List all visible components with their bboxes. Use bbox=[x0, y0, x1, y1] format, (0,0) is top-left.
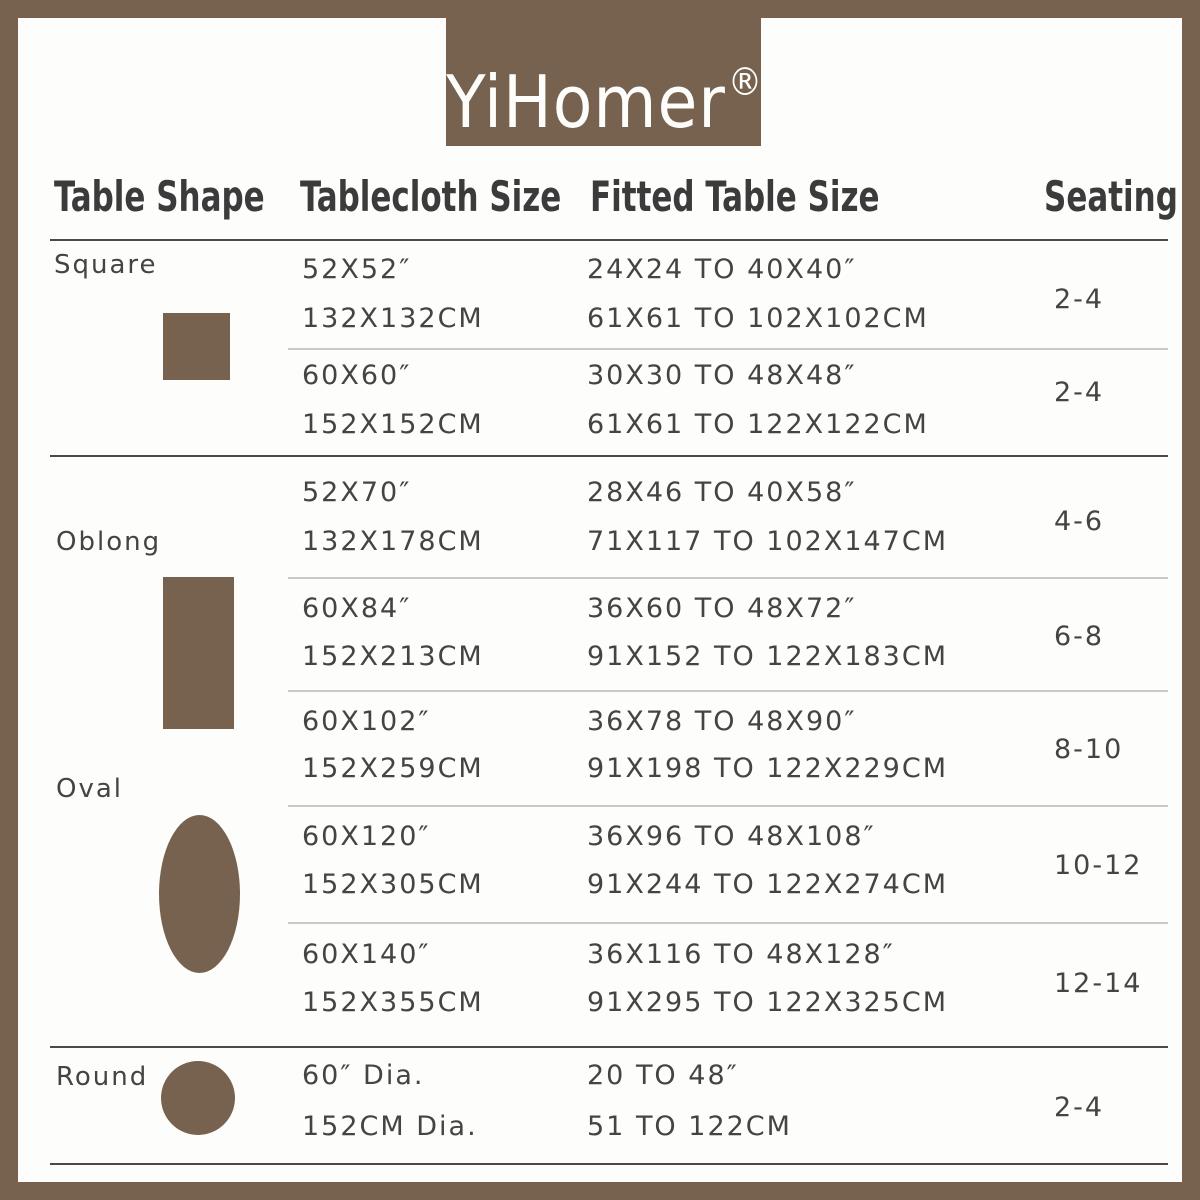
seating-value: 2-4 bbox=[1054, 377, 1105, 408]
brand-logo bbox=[446, 18, 764, 146]
cloth-size-inches: 52X52″ bbox=[302, 254, 412, 285]
row-separator bbox=[288, 922, 1168, 924]
oval-shape-icon bbox=[159, 815, 240, 973]
cloth-size-cm: 152X305CM bbox=[302, 869, 484, 900]
fit-size-inches: 30X30 TO 48X48″ bbox=[587, 360, 857, 391]
fit-size-inches: 36X116 TO 48X128″ bbox=[587, 939, 895, 970]
header-rule bbox=[50, 239, 1168, 241]
seating-value: 2-4 bbox=[1054, 1092, 1105, 1123]
fit-size-cm: 71X117 TO 102X147CM bbox=[587, 526, 949, 557]
row-separator bbox=[288, 348, 1168, 350]
cloth-size-cm: 152X213CM bbox=[302, 641, 484, 672]
bottom-rule bbox=[50, 1163, 1168, 1165]
fit-size-cm: 91X152 TO 122X183CM bbox=[587, 641, 949, 672]
fit-size-inches: 28X46 TO 40X58″ bbox=[587, 477, 857, 508]
row-separator bbox=[288, 690, 1168, 692]
registered-mark: ® bbox=[727, 60, 764, 104]
section-rule-square bbox=[50, 455, 1168, 457]
header-fitted-table-size: Fitted Table Size bbox=[590, 172, 880, 221]
fit-size-cm: 61X61 TO 102X102CM bbox=[587, 303, 929, 334]
shape-label-oval: Oval bbox=[56, 774, 124, 804]
fit-size-inches: 36X60 TO 48X72″ bbox=[587, 593, 857, 624]
row-separator bbox=[288, 805, 1168, 807]
seating-value: 2-4 bbox=[1054, 284, 1105, 315]
header-tablecloth-size: Tablecloth Size bbox=[300, 172, 562, 221]
section-rule-oblong-oval bbox=[50, 1046, 1168, 1048]
cloth-size-cm: 152CM Dia. bbox=[302, 1111, 478, 1142]
fit-size-cm: 51 TO 122CM bbox=[587, 1111, 792, 1142]
shape-label-oblong: Oblong bbox=[56, 527, 162, 557]
round-shape-icon bbox=[161, 1061, 235, 1135]
cloth-size-inches: 60X140″ bbox=[302, 939, 431, 970]
cloth-size-cm: 152X259CM bbox=[302, 753, 484, 784]
cloth-size-inches: 60X84″ bbox=[302, 593, 412, 624]
cloth-size-inches: 60X102″ bbox=[302, 706, 431, 737]
fit-size-cm: 91X244 TO 122X274CM bbox=[587, 869, 949, 900]
seating-value: 4-6 bbox=[1054, 506, 1105, 537]
fit-size-inches: 20 TO 48″ bbox=[587, 1060, 739, 1091]
cloth-size-cm: 152X152CM bbox=[302, 409, 484, 440]
fit-size-inches: 36X78 TO 48X90″ bbox=[587, 706, 857, 737]
cloth-size-cm: 152X355CM bbox=[302, 987, 484, 1018]
header-table-shape: Table Shape bbox=[54, 172, 265, 221]
fit-size-cm: 91X295 TO 122X325CM bbox=[587, 987, 949, 1018]
brand-name: YiHomer bbox=[446, 60, 726, 144]
seating-value: 10-12 bbox=[1054, 850, 1143, 881]
shape-label-square: Square bbox=[54, 250, 158, 280]
square-shape-icon bbox=[163, 313, 230, 380]
fit-size-inches: 24X24 TO 40X40″ bbox=[587, 254, 857, 285]
row-separator bbox=[288, 577, 1168, 579]
cloth-size-inches: 60″ Dia. bbox=[302, 1060, 425, 1091]
seating-value: 8-10 bbox=[1054, 734, 1124, 765]
seating-value: 12-14 bbox=[1054, 968, 1143, 999]
fit-size-cm: 91X198 TO 122X229CM bbox=[587, 753, 949, 784]
header-seating: Seating bbox=[1044, 172, 1178, 221]
cloth-size-cm: 132X178CM bbox=[302, 526, 484, 557]
shape-label-round: Round bbox=[56, 1062, 149, 1092]
oblong-shape-icon bbox=[163, 577, 234, 729]
cloth-size-cm: 132X132CM bbox=[302, 303, 484, 334]
cloth-size-inches: 60X120″ bbox=[302, 821, 431, 852]
fit-size-inches: 36X96 TO 48X108″ bbox=[587, 821, 876, 852]
cloth-size-inches: 60X60″ bbox=[302, 360, 412, 391]
seating-value: 6-8 bbox=[1054, 621, 1105, 652]
fit-size-cm: 61X61 TO 122X122CM bbox=[587, 409, 929, 440]
cloth-size-inches: 52X70″ bbox=[302, 477, 412, 508]
